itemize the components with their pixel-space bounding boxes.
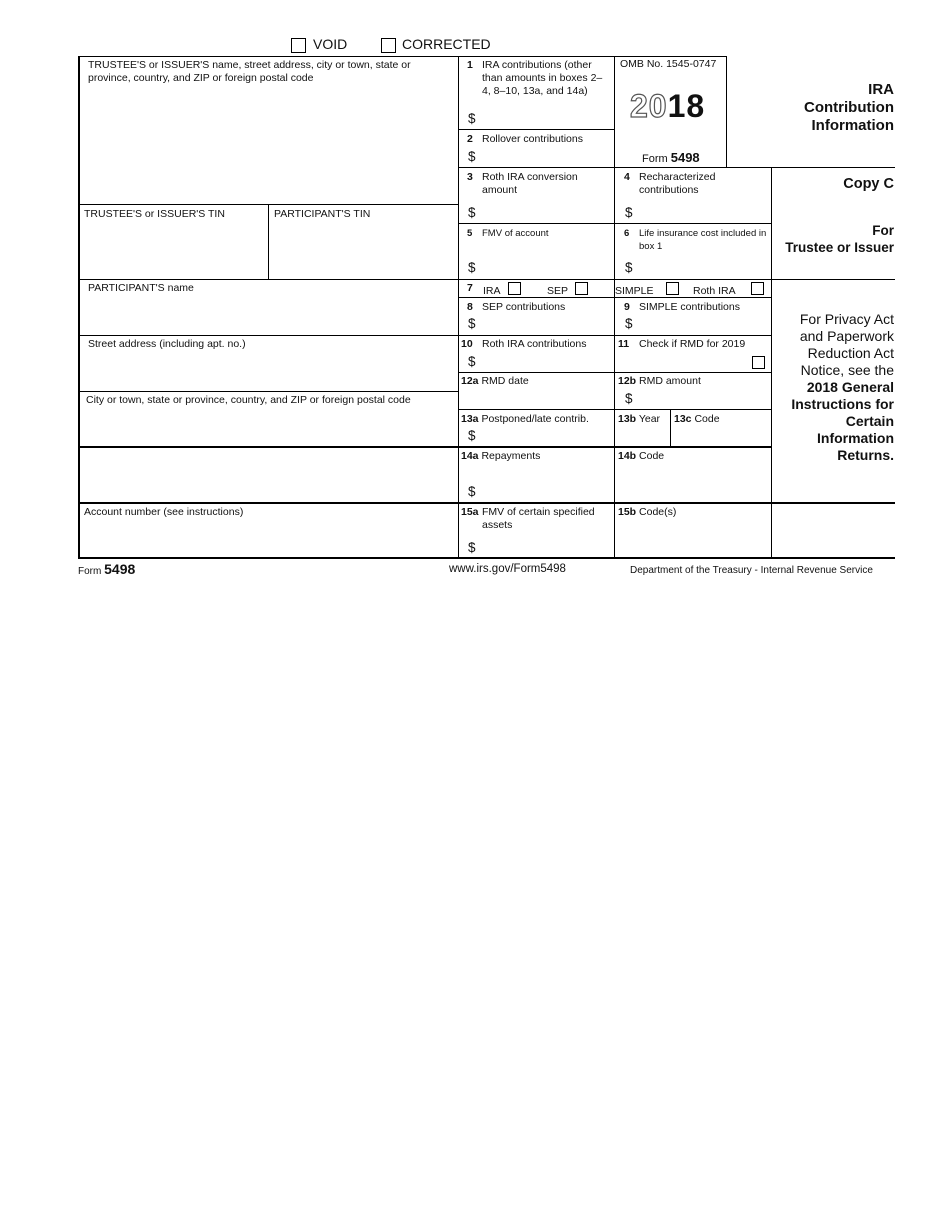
footer-department: Department of the Treasury - Internal Revenue Service	[630, 565, 873, 576]
box2-dollar: $	[468, 149, 476, 164]
divider-col-614	[614, 56, 615, 559]
for-line-2: Trustee or Issuer	[785, 240, 894, 255]
box4-text: Recharacterized contributions	[639, 171, 716, 196]
privacy-notice	[764, 311, 894, 464]
box6-dollar: $	[625, 260, 633, 275]
privacy-line-4: Notice, see the	[800, 362, 894, 378]
box13b-number: 13b	[618, 413, 637, 425]
header-form-prefix: Form	[642, 153, 668, 165]
box8-text: SEP contributions	[482, 301, 566, 313]
box9-text: SIMPLE contributions	[639, 301, 740, 313]
line-502	[78, 502, 895, 504]
box12b-text: RMD amount	[639, 375, 701, 387]
line-bottom	[78, 557, 895, 559]
box13b-label	[618, 413, 660, 426]
box5-number: 5	[467, 228, 473, 239]
box3-text: Roth IRA conversion amount	[482, 171, 578, 196]
box14a-dollar: $	[468, 484, 476, 499]
tax-year-outline: 20	[630, 88, 668, 124]
box15a-text: FMV of certain specified assets	[482, 506, 595, 531]
box7-roth-checkbox[interactable]	[751, 282, 764, 295]
box14b-text: Code	[639, 450, 665, 462]
title-line-2: Contribution	[804, 99, 894, 116]
box9-number: 9	[624, 301, 630, 313]
privacy-line-1: For Privacy Act	[799, 311, 894, 327]
line-335	[78, 335, 771, 336]
line-b1-b2	[458, 129, 614, 130]
box7-ira-checkbox[interactable]	[508, 282, 521, 295]
void-label: VOID	[313, 36, 348, 52]
void-checkbox[interactable]	[291, 38, 306, 53]
box10-dollar: $	[468, 354, 476, 369]
box10-number: 10	[461, 338, 473, 350]
box15a-number: 15a	[461, 506, 479, 518]
privacy-line-2: and Paperwork	[799, 328, 894, 344]
box12a-text: RMD date	[481, 375, 529, 387]
footer-url[interactable]: www.irs.gov/Form5498	[449, 563, 566, 575]
corrected-checkbox[interactable]	[381, 38, 396, 53]
copy-for	[774, 222, 894, 256]
box7-ira-label: IRA	[483, 285, 501, 297]
line-409	[458, 409, 771, 410]
box7-number: 7	[467, 282, 473, 294]
divider-col-771	[771, 167, 772, 279]
box14a-number: 14a	[461, 450, 479, 462]
box4-dollar: $	[625, 205, 633, 220]
divider-tin	[268, 204, 269, 279]
box7-sep-checkbox[interactable]	[575, 282, 588, 295]
box6-text: Life insurance cost included in box 1	[639, 228, 767, 252]
box7-sep-label: SEP	[547, 285, 569, 297]
line-391	[78, 391, 458, 392]
form-left-border	[78, 56, 80, 559]
box13a-number: 13a	[461, 413, 479, 425]
box15b-number: 15b	[618, 506, 637, 518]
box9-dollar: $	[625, 316, 633, 331]
street-address-label: Street address (including apt. no.)	[88, 338, 246, 350]
box14a-label	[461, 450, 540, 463]
privacy-line-5: 2018 General	[806, 379, 894, 395]
box12a-number: 12a	[461, 375, 479, 387]
line-223	[458, 223, 771, 224]
footer-form-number	[78, 561, 135, 577]
trustee-tin-label: TRUSTEE'S or ISSUER'S TIN	[84, 208, 225, 220]
box14a-text: Repayments	[481, 450, 541, 462]
tax-year	[630, 88, 705, 125]
box1-number: 1	[467, 59, 473, 71]
box12b-number: 12b	[618, 375, 637, 387]
line-279	[78, 279, 895, 280]
line-167	[458, 167, 895, 168]
for-line-1: For	[872, 223, 894, 238]
form-title	[734, 81, 894, 135]
box12a-label	[461, 375, 529, 388]
header-form-num: 5498	[670, 150, 700, 165]
box13a-dollar: $	[468, 428, 476, 443]
line-372	[458, 372, 771, 373]
box7-simple-checkbox[interactable]	[666, 282, 679, 295]
box2-number: 2	[467, 133, 473, 145]
privacy-line-9: Returns.	[837, 447, 894, 463]
title-line-1: IRA	[868, 81, 894, 98]
line-446	[78, 446, 771, 448]
box11-number: 11	[618, 338, 630, 350]
box7-simple-label: SIMPLE	[615, 285, 654, 297]
corrected-label: CORRECTED	[402, 36, 491, 52]
title-line-3: Information	[811, 117, 894, 134]
header-form-number	[642, 150, 700, 165]
box13c-label	[674, 413, 720, 426]
box12b-dollar: $	[625, 391, 633, 406]
box14b-number: 14b	[618, 450, 637, 462]
box8-number: 8	[467, 301, 473, 313]
box14b-label	[618, 450, 664, 463]
account-number-label: Account number (see instructions)	[84, 506, 244, 518]
trustee-name-label: TRUSTEE'S or ISSUER'S name, street address, city or town, state or province, country, and ZIP or foreign postal code	[88, 59, 411, 84]
copy-label: Copy C	[843, 176, 894, 192]
box12b-label	[618, 375, 701, 388]
box3-number: 3	[467, 171, 473, 183]
box5-dollar: $	[468, 260, 476, 275]
tax-year-bold: 18	[667, 88, 706, 124]
box13a-text: Postponed/late contrib.	[481, 413, 589, 425]
divider-13b-13c	[670, 409, 671, 446]
box13a-label	[461, 413, 589, 426]
privacy-line-8: Information	[817, 430, 894, 446]
box8-dollar: $	[468, 316, 476, 331]
box1-text: IRA contributions (other than amounts in boxes 2–4, 8–10, 13a, and 14a)	[482, 59, 603, 97]
privacy-line-7: Certain	[845, 413, 894, 429]
footer-form-prefix: Form	[78, 566, 102, 577]
box11-text: Check if RMD for 2019	[639, 338, 746, 350]
privacy-line-6: Instructions for	[791, 396, 894, 412]
participant-name-label: PARTICIPANT'S name	[88, 282, 194, 294]
box2-text: Rollover contributions	[482, 133, 583, 145]
box5-text: FMV of account	[482, 228, 549, 239]
divider-col-458	[458, 56, 459, 559]
box3-dollar: $	[468, 205, 476, 220]
form-top-border	[78, 56, 726, 57]
box13b-text: Year	[638, 413, 661, 425]
box13c-number: 13c	[674, 413, 692, 425]
box15b-text: Code(s)	[639, 506, 677, 518]
box11-checkbox[interactable]	[752, 356, 765, 369]
box13c-text: Code	[694, 413, 720, 425]
box6-number: 6	[624, 228, 630, 239]
box10-text: Roth IRA contributions	[482, 338, 587, 350]
box7-roth-label: Roth IRA	[693, 285, 736, 297]
divider-col-726	[726, 56, 727, 167]
privacy-line-3: Reduction Act	[807, 345, 894, 361]
omb-number: OMB No. 1545-0747	[620, 58, 717, 70]
city-label: City or town, state or province, country, and ZIP or foreign postal code	[86, 394, 411, 406]
box1-dollar: $	[468, 111, 476, 126]
footer-form-num: 5498	[104, 561, 136, 577]
box15b-label	[618, 506, 676, 519]
box4-number: 4	[624, 171, 630, 183]
box15a-dollar: $	[468, 540, 476, 555]
participant-tin-label: PARTICIPANT'S TIN	[274, 208, 371, 220]
